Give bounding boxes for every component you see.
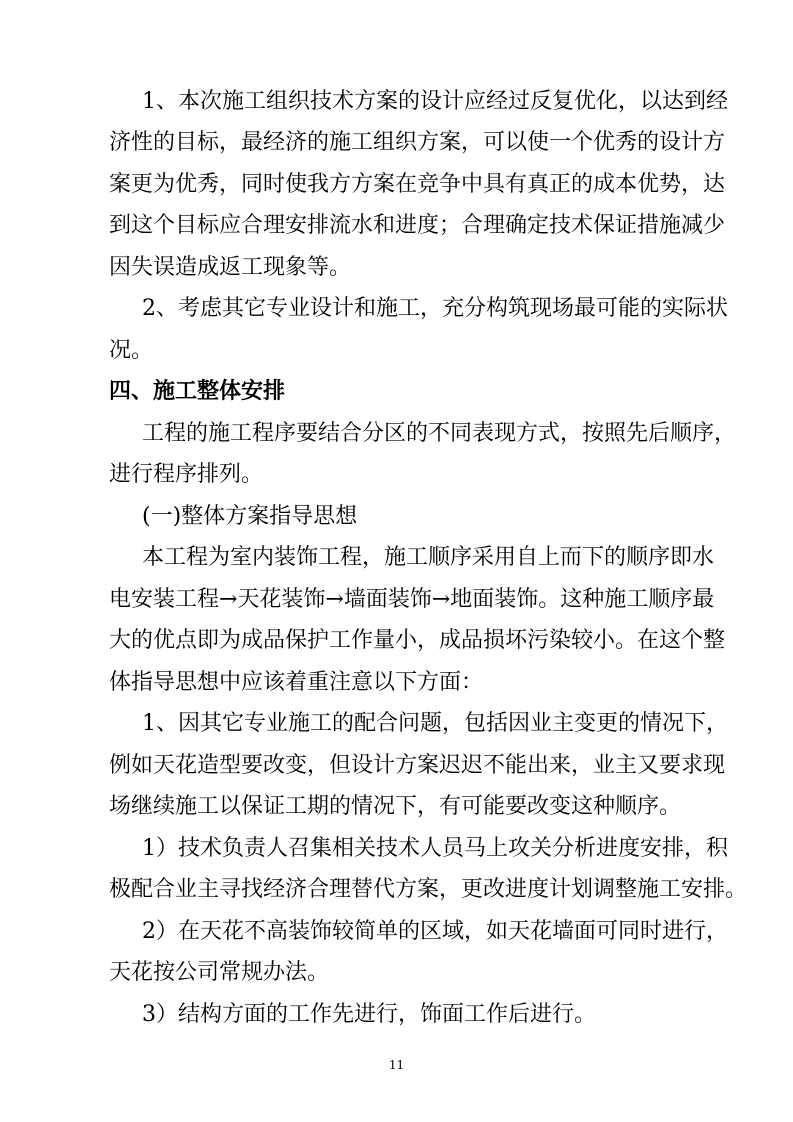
- text-line-content: 极配合业主寻找经济合理替代方案，更改进度计划调整施工安排。: [109, 877, 748, 902]
- text-line-content: 2）在天花不高装饰较简单的区域，如天花墙面可同时进行，: [142, 919, 728, 944]
- text-line: [0, 585, 793, 615]
- text-line: [0, 128, 793, 158]
- text-line: [0, 792, 793, 822]
- text-line-content: 例如天花造型要改变，但设计方案迟迟不能出来，业主又要求现: [109, 753, 726, 778]
- text-line: [0, 211, 793, 241]
- text-line: [0, 294, 793, 324]
- text-line: [0, 460, 793, 490]
- text-line: [0, 834, 793, 864]
- text-line: [0, 543, 793, 573]
- text-line-content: 大的优点即为成品保护工作量小，成品损坏污染较小。在这个整: [109, 628, 726, 653]
- text-line: [0, 253, 793, 283]
- text-line: [0, 709, 793, 739]
- section-heading-text: 四、施工整体安排: [109, 379, 286, 404]
- text-line-content: 3）结构方面的工作先进行，饰面工作后进行。: [142, 1002, 596, 1027]
- text-line: [0, 336, 793, 366]
- subsection-heading-text: (一)整体方案指导思想: [142, 504, 358, 529]
- text-line: [0, 751, 793, 781]
- text-line: [0, 626, 793, 656]
- subsection-heading: [0, 502, 793, 532]
- text-line-content: 体指导思想中应该着重注意以下方面：: [109, 670, 484, 695]
- text-line: [0, 668, 793, 698]
- text-line-content: 场继续施工以保证工期的情况下，有可能要改变这种顺序。: [109, 794, 682, 819]
- page-number: 11: [388, 1058, 405, 1072]
- text-line-content: 因失误造成返工现象等。: [109, 255, 352, 280]
- text-line-content: 1、本次施工组织技术方案的设计应经过反复优化，以达到经: [142, 89, 728, 114]
- text-line-content: 本工程为室内装饰工程，施工顺序采用自上而下的顺序即水: [142, 545, 715, 570]
- text-line: [0, 917, 793, 947]
- text-line: [0, 87, 793, 117]
- text-line-content: 天花按公司常规办法。: [109, 960, 330, 985]
- section-heading: [0, 377, 793, 407]
- text-line-content: 案更为优秀，同时使我方方案在竞争中具有真正的成本优势，达: [109, 172, 726, 197]
- text-line-content: 2、考虑其它专业设计和施工，充分构筑现场最可能的实际状: [142, 296, 728, 321]
- text-line-content: 1）技术负责人召集相关技术人员马上攻关分析进度安排，积: [142, 836, 728, 861]
- text-line-content: 进行程序排列。: [109, 462, 264, 487]
- text-line: [0, 170, 793, 200]
- text-line-content: 电安装工程→天花装饰→墙面装饰→地面装饰。这种施工顺序最: [109, 587, 715, 612]
- text-line-content: 济性的目标，最经济的施工组织方案，可以使一个优秀的设计方: [109, 130, 726, 155]
- text-line: [0, 958, 793, 988]
- text-line: [0, 875, 793, 905]
- text-line-content: 工程的施工程序要结合分区的不同表现方式，按照先后顺序，: [142, 421, 737, 446]
- text-line: [0, 419, 793, 449]
- text-line-content: 到这个目标应合理安排流水和进度；合理确定技术保证措施减少: [109, 213, 726, 238]
- text-line-content: 1、因其它专业施工的配合问题，包括因业主变更的情况下，: [142, 711, 728, 736]
- text-line-content: 况。: [109, 338, 154, 363]
- text-line: [0, 1000, 793, 1030]
